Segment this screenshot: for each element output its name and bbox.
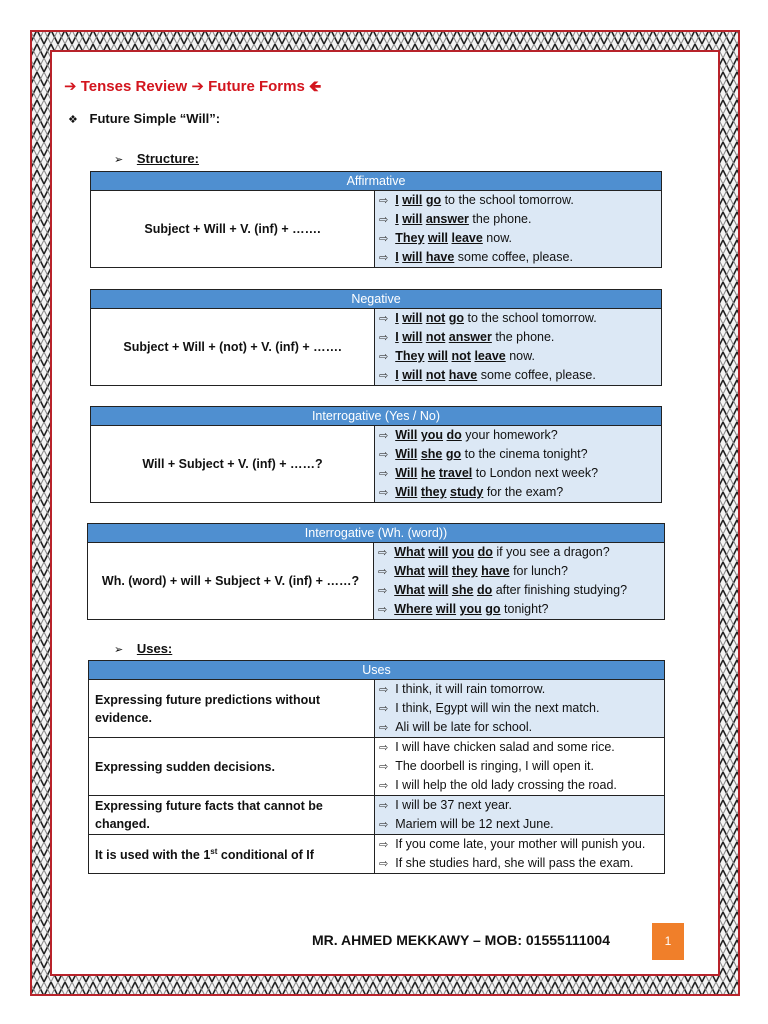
double-arrow-icon: ⇨ xyxy=(378,603,388,616)
uses-label: Uses: xyxy=(136,641,173,656)
example-line xyxy=(379,426,657,445)
arrowhead-bullet-icon: ➢ xyxy=(114,153,124,166)
use-example-text: The doorbell is ringing, I will open it. xyxy=(395,759,594,773)
use-example-text: Mariem will be 12 next June. xyxy=(395,817,554,831)
keyword: will xyxy=(402,330,423,344)
keyword: will xyxy=(402,250,423,264)
keyword: not xyxy=(425,368,446,382)
keyword: will xyxy=(402,368,423,382)
example-text: for the exam? xyxy=(483,485,564,499)
use-examples xyxy=(375,835,665,874)
example-text: some coffee, please. xyxy=(454,250,573,264)
double-arrow-icon: ⇨ xyxy=(379,721,389,734)
example-line xyxy=(378,543,660,562)
keyword: They xyxy=(395,231,425,245)
example-text: the phone. xyxy=(468,212,532,226)
use-label-text: conditional of If xyxy=(217,848,314,863)
keyword: she xyxy=(420,447,443,461)
example-line xyxy=(379,210,657,229)
double-arrow-icon: ⇨ xyxy=(379,194,389,207)
use-examples xyxy=(375,738,665,796)
keyword: you xyxy=(451,545,475,559)
keyword: will xyxy=(428,545,449,559)
formula-cell: Will + Subject + V. (inf) + ……? xyxy=(91,426,375,503)
double-arrow-icon: ⇨ xyxy=(379,741,389,754)
keyword: Will xyxy=(395,447,418,461)
title-part-2: Future Forms xyxy=(208,78,305,95)
structure-label: Structure: xyxy=(136,151,199,166)
example-line xyxy=(378,581,660,600)
use-label xyxy=(89,835,375,874)
uses-row xyxy=(89,835,665,874)
keyword: she xyxy=(451,583,474,597)
example-text: the phone. xyxy=(491,330,555,344)
example-text: after finishing studying? xyxy=(492,583,628,597)
examples-cell xyxy=(375,191,662,268)
section-heading xyxy=(68,111,220,126)
example-line xyxy=(379,309,657,328)
grammar-table-affirmative xyxy=(90,171,662,268)
example-line xyxy=(379,229,657,248)
keyword: I xyxy=(395,330,399,344)
use-example-line xyxy=(379,699,660,718)
example-text: to the cinema tonight? xyxy=(461,447,588,461)
uses-subheading xyxy=(114,641,172,656)
double-arrow-icon: ⇨ xyxy=(379,232,389,245)
use-label: Expressing future facts that cannot be changed. xyxy=(89,796,375,835)
keyword: They xyxy=(395,349,425,363)
use-example-text: I will have chicken salad and some rice. xyxy=(395,740,615,754)
keyword: do xyxy=(446,428,462,442)
example-line xyxy=(378,562,660,581)
keyword: Will xyxy=(395,485,418,499)
structure-subheading xyxy=(114,151,199,166)
page-title xyxy=(64,76,321,101)
example-line xyxy=(379,328,657,347)
keyword: will xyxy=(428,583,449,597)
uses-row xyxy=(89,796,665,835)
example-text: now. xyxy=(505,349,535,363)
double-arrow-icon: ⇨ xyxy=(379,818,389,831)
use-examples xyxy=(375,680,665,738)
use-example-line xyxy=(379,738,660,757)
use-example-line xyxy=(379,796,660,815)
diamond-bullet-icon: ❖ xyxy=(68,113,78,126)
keyword: they xyxy=(420,485,447,499)
formula-cell: Wh. (word) + will + Subject + V. (inf) + ……? xyxy=(88,543,374,620)
keyword: I xyxy=(395,368,399,382)
double-arrow-icon: ⇨ xyxy=(379,683,389,696)
keyword: go xyxy=(445,447,462,461)
keyword: leave xyxy=(451,231,483,245)
examples-cell xyxy=(374,543,665,620)
double-arrow-icon: ⇨ xyxy=(379,779,389,792)
table-header: Interrogative (Yes / No) xyxy=(91,407,662,426)
keyword: Will xyxy=(395,428,418,442)
double-arrow-icon: ⇨ xyxy=(379,799,389,812)
keyword: go xyxy=(485,602,501,616)
keyword: do xyxy=(476,583,493,597)
double-arrow-icon: ⇨ xyxy=(379,486,389,499)
arrow-right-icon: ➔ xyxy=(64,77,77,95)
use-example-text: Ali will be late for school. xyxy=(395,720,533,734)
use-example-text: I will be 37 next year. xyxy=(395,798,512,812)
example-line xyxy=(379,366,657,385)
keyword: What xyxy=(394,545,425,559)
example-line xyxy=(379,445,657,464)
keyword: you xyxy=(420,428,444,442)
example-text: tonight? xyxy=(500,602,549,616)
double-arrow-icon: ⇨ xyxy=(379,251,389,264)
example-line xyxy=(379,191,657,210)
uses-row xyxy=(89,738,665,796)
double-arrow-icon: ⇨ xyxy=(379,702,389,715)
formula-cell: Subject + Will + V. (inf) + ……. xyxy=(91,191,375,268)
double-arrow-icon: ⇨ xyxy=(379,213,389,226)
example-text: to the school tomorrow. xyxy=(464,311,597,325)
keyword: will xyxy=(428,564,449,578)
keyword: I xyxy=(395,212,399,226)
double-arrow-icon: ⇨ xyxy=(379,760,389,773)
examples-cell xyxy=(375,426,662,503)
keyword: not xyxy=(425,311,446,325)
keyword: Will xyxy=(395,466,418,480)
keyword: he xyxy=(420,466,436,480)
table-header: Affirmative xyxy=(91,172,662,191)
keyword: will xyxy=(402,193,423,207)
keyword: you xyxy=(459,602,482,616)
keyword: will xyxy=(427,231,449,245)
example-text: some coffee, please. xyxy=(477,368,596,382)
keyword: What xyxy=(394,583,425,597)
double-arrow-icon: ⇨ xyxy=(378,546,388,559)
table-header: Negative xyxy=(91,290,662,309)
keyword: What xyxy=(394,564,425,578)
grammar-table-negative xyxy=(90,289,662,386)
double-arrow-icon: ⇨ xyxy=(379,448,389,461)
use-example-line xyxy=(379,815,660,834)
use-example-text: I think, it will rain tomorrow. xyxy=(395,682,546,696)
arrow-right-icon: ➔ xyxy=(191,77,204,95)
page-number-badge: 1 xyxy=(652,923,684,960)
example-line xyxy=(379,464,657,483)
keyword: I xyxy=(395,193,399,207)
double-arrow-icon: ⇨ xyxy=(379,331,389,344)
double-arrow-icon: ⇨ xyxy=(379,429,389,442)
keyword: will xyxy=(435,602,457,616)
double-arrow-icon: ⇨ xyxy=(379,467,389,480)
keyword: they xyxy=(451,564,478,578)
double-arrow-icon: ⇨ xyxy=(379,369,389,382)
example-text: to the school tomorrow. xyxy=(441,193,574,207)
use-example-line xyxy=(379,718,660,737)
double-arrow-icon: ⇨ xyxy=(378,565,388,578)
use-example-text: If she studies hard, she will pass the exam. xyxy=(395,856,634,870)
keyword: go xyxy=(448,311,465,325)
keyword: do xyxy=(477,545,493,559)
use-example-text: If you come late, your mother will punish you. xyxy=(395,837,646,851)
use-example-text: I think, Egypt will win the next match. xyxy=(395,701,600,715)
use-example-line xyxy=(379,835,660,854)
keyword: Where xyxy=(394,602,433,616)
keyword: leave xyxy=(474,349,506,363)
use-label: Expressing sudden decisions. xyxy=(89,738,375,796)
examples-cell xyxy=(375,309,662,386)
keyword: answer xyxy=(448,330,492,344)
keyword: have xyxy=(448,368,478,382)
keyword: I xyxy=(395,311,399,325)
example-text: for lunch? xyxy=(509,564,568,578)
uses-table-header: Uses xyxy=(89,661,665,680)
grammar-table-interrogative-yes-no xyxy=(90,406,662,503)
keyword: will xyxy=(427,349,449,363)
double-arrow-icon: ⇨ xyxy=(379,312,389,325)
example-text: your homework? xyxy=(461,428,558,442)
example-text: to London next week? xyxy=(472,466,599,480)
use-example-line xyxy=(379,854,660,873)
keyword: will xyxy=(402,212,423,226)
title-part-1: Tenses Review xyxy=(80,78,188,95)
use-examples xyxy=(375,796,665,835)
uses-row xyxy=(89,680,665,738)
use-label: Expressing future predictions without evidence. xyxy=(89,680,375,738)
grammar-table-interrogative-wh xyxy=(87,523,665,620)
table-header: Interrogative (Wh. (word)) xyxy=(88,524,665,543)
example-text: now. xyxy=(482,231,512,245)
arrow-left-icon: 🡸 xyxy=(308,77,322,95)
double-arrow-icon: ⇨ xyxy=(379,350,389,363)
formula-cell: Subject + Will + (not) + V. (inf) + ……. xyxy=(91,309,375,386)
keyword: study xyxy=(450,485,484,499)
example-line xyxy=(379,483,657,502)
keyword: go xyxy=(425,193,442,207)
ordinal-suffix: st xyxy=(210,847,218,857)
keyword: not xyxy=(425,330,446,344)
double-arrow-icon: ⇨ xyxy=(379,857,389,870)
example-line xyxy=(379,347,657,366)
double-arrow-icon: ⇨ xyxy=(378,584,388,597)
keyword: have xyxy=(425,250,455,264)
keyword: will xyxy=(402,311,423,325)
example-line xyxy=(378,600,660,619)
example-text: if you see a dragon? xyxy=(492,545,610,559)
keyword: not xyxy=(451,349,471,363)
footer-author: MR. AHMED MEKKAWY – MOB: 01555111004 xyxy=(312,932,610,948)
arrowhead-bullet-icon: ➢ xyxy=(114,643,124,656)
keyword: have xyxy=(481,564,510,578)
uses-table xyxy=(88,660,665,874)
use-label-text: It is used with the 1 xyxy=(95,848,211,863)
double-arrow-icon: ⇨ xyxy=(379,838,389,851)
keyword: I xyxy=(395,250,399,264)
section-heading-text: Future Simple “Will”: xyxy=(89,111,221,126)
keyword: answer xyxy=(425,212,469,226)
example-line xyxy=(379,248,657,267)
use-example-text: I will help the old lady crossing the road. xyxy=(395,778,617,792)
keyword: travel xyxy=(438,466,473,480)
use-example-line xyxy=(379,757,660,776)
use-example-line xyxy=(379,680,660,699)
use-example-line xyxy=(379,776,660,795)
